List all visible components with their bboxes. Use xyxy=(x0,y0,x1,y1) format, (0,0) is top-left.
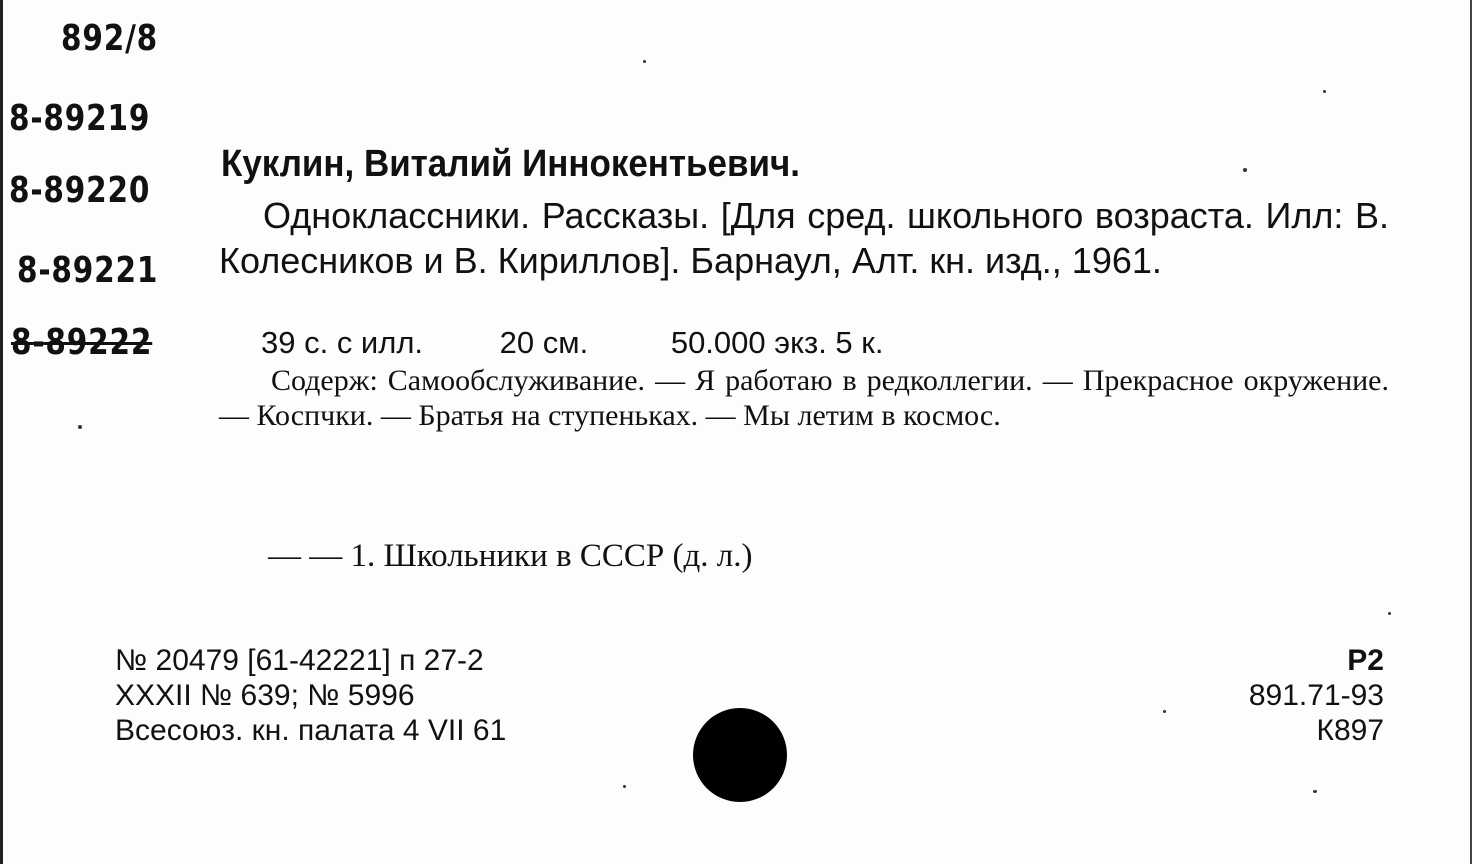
speck xyxy=(623,785,626,788)
title-statement: Одноклассники. Рассказы. [Для сред. школьного возраста. Илл: В. Колесников и В. Кириллов]. Барнаул, Алт. кн. изд., 1961. xyxy=(219,195,1389,281)
punch-hole xyxy=(693,708,787,802)
author-mark: К897 xyxy=(1316,714,1384,747)
classification-code: Р2 xyxy=(1347,644,1384,677)
subject-heading: — — 1. Школьники в СССР (д. л.) xyxy=(268,538,753,574)
speck xyxy=(1388,612,1391,615)
handwritten-number-1: 892/8 xyxy=(61,18,159,59)
footer-series-number: XXXII № 639; № 5996 xyxy=(115,679,415,712)
collation-size: 20 см. xyxy=(499,325,589,360)
footer-record-number: № 20479 [61-42221] п 27-2 xyxy=(115,644,484,677)
speck xyxy=(1243,168,1247,172)
speck xyxy=(1323,90,1326,93)
speck xyxy=(1163,710,1166,713)
footer-chamber: Всесоюз. кн. палата 4 VII 61 xyxy=(115,714,507,747)
author-heading: Куклин, Виталий Иннокентьевич. xyxy=(221,143,800,185)
speck xyxy=(1313,790,1317,793)
footer-right xyxy=(1249,643,1384,748)
speck xyxy=(78,425,82,429)
handwritten-number-5-struck: 8-89222 xyxy=(11,322,153,363)
contents-note: Содерж: Самообслуживание. — Я работаю в редколлегии. — Прекрасное окружение. — Коспчки. — Братья на ступеньках. — Мы летим в космос. xyxy=(219,364,1389,432)
collation xyxy=(261,325,883,361)
speck xyxy=(643,60,646,63)
classification-number: 891.71-93 xyxy=(1248,679,1384,712)
handwritten-number-2: 8-89219 xyxy=(9,98,151,139)
collation-copies-price: 50.000 экз. 5 к. xyxy=(670,325,884,360)
handwritten-number-3: 8-89220 xyxy=(9,170,151,211)
collation-pages: 39 с. с илл. xyxy=(261,325,424,360)
handwritten-number-4: 8-89221 xyxy=(17,250,159,291)
footer-left xyxy=(115,643,506,748)
